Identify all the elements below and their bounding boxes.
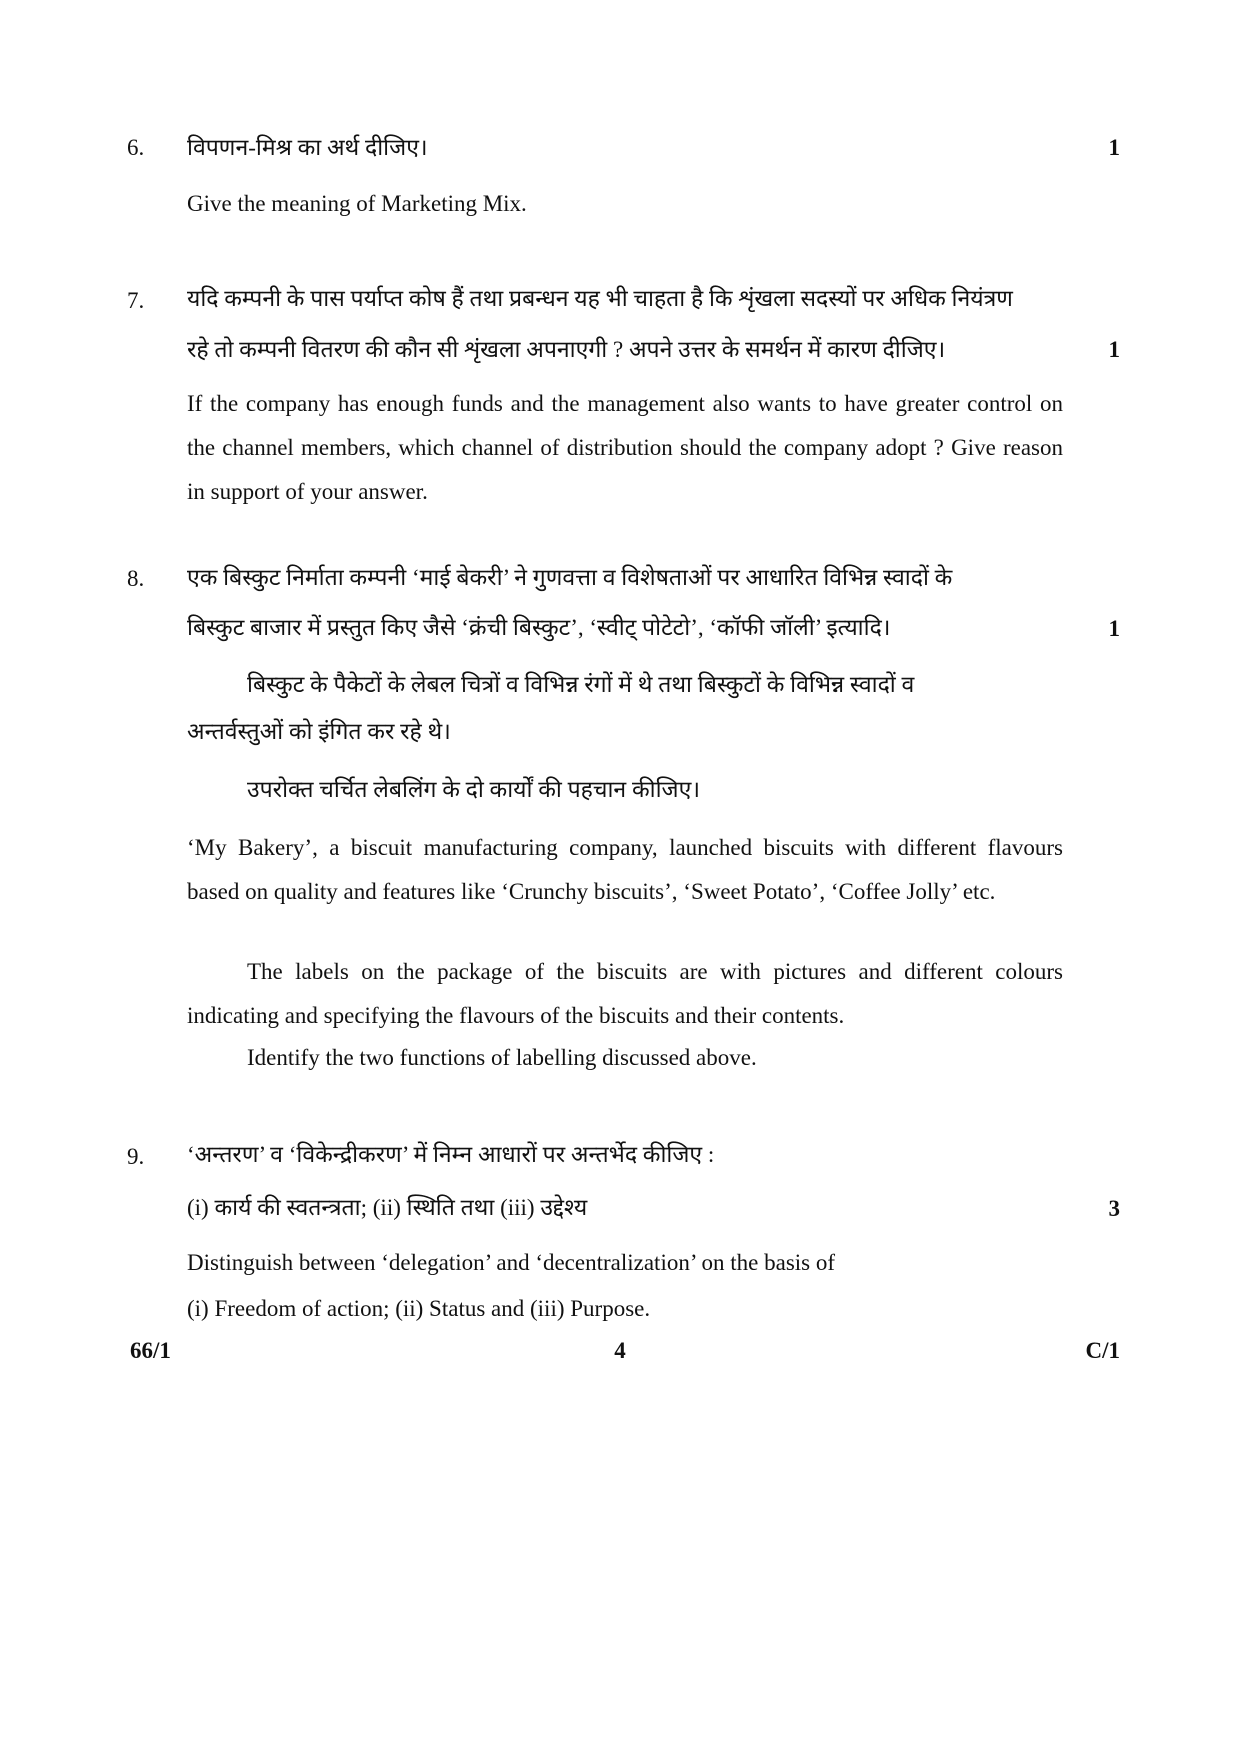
question-hindi-text: रहे तो कम्पनी वितरण की कौन सी शृंखला अपनाएगी ? अपने उत्तर के समर्थन में कारण दीजिए। bbox=[187, 337, 946, 362]
question-number: 8. bbox=[127, 566, 145, 591]
question-hindi-text: ‘अन्तरण’ व ‘विकेन्द्रीकरण’ में निम्न आधारों पर अन्तर्भेद कीजिए : bbox=[187, 1142, 715, 1167]
question-hindi-text: बिस्कुट के पैकेटों के लेबल चित्रों व विभिन्न रंगों में थे तथा बिस्कुटों के विभिन्न स्वादों व bbox=[247, 672, 915, 697]
question-english-text: Identify the two functions of labelling discussed above. bbox=[247, 1045, 757, 1070]
question-marks: 1 bbox=[1108, 616, 1120, 641]
question-english-paragraph: ‘My Bakery’, a biscuit manufacturing company, launched biscuits with different flavours based on quality and features like ‘Crunchy biscuits’, ‘Sweet Potato’, ‘Coffee Jolly’ etc. bbox=[187, 835, 1063, 904]
question-hindi-text: (i) कार्य की स्वतन्त्रता; (ii) स्थिति तथा (iii) उद्देश्य bbox=[187, 1195, 588, 1220]
question-number: 6. bbox=[127, 135, 145, 160]
question-marks: 1 bbox=[1108, 337, 1120, 362]
question-hindi-text: बिस्कुट बाजार में प्रस्तुत किए जैसे ‘क्रंची बिस्कुट’, ‘स्वीट् पोटेटो’, ‘कॉफी जॉली’ इत्यादि। bbox=[187, 615, 891, 640]
question-marks: 3 bbox=[1108, 1196, 1120, 1221]
question-hindi-text: विपणन-मिश्र का अर्थ दीजिए। bbox=[187, 135, 428, 160]
question-english-text: (i) Freedom of action; (ii) Status and (iii) Purpose. bbox=[187, 1296, 651, 1321]
footer-paper-code: 66/1 bbox=[130, 1338, 171, 1363]
footer-set-code: C/1 bbox=[1085, 1338, 1120, 1363]
question-english-text: Give the meaning of Marketing Mix. bbox=[187, 191, 527, 216]
question-hindi-text: एक बिस्कुट निर्माता कम्पनी ‘माई बेकरी’ ने गुणवत्ता व विशेषताओं पर आधारित विभिन्न स्वादों के bbox=[187, 565, 953, 590]
question-hindi-text: यदि कम्पनी के पास पर्याप्त कोष हैं तथा प्रबन्धन यह भी चाहता है कि शृंखला सदस्यों पर अधिक नियंत्रण bbox=[187, 286, 1013, 311]
question-hindi-text: अन्तर्वस्तुओं को इंगित कर रहे थे। bbox=[187, 719, 451, 744]
question-english-paragraph: If the company has enough funds and the management also wants to have greater control on the channel members, which channel of distribution should the company adopt ? Give reason in support of your answer. bbox=[187, 391, 1063, 504]
question-english-text: Distinguish between ‘delegation’ and ‘decentralization’ on the basis of bbox=[187, 1250, 836, 1275]
question-marks: 1 bbox=[1108, 135, 1120, 160]
question-hindi-text: उपरोक्त चर्चित लेबलिंग के दो कार्यों की पहचान कीजिए। bbox=[247, 777, 701, 802]
question-number: 9. bbox=[127, 1144, 145, 1169]
footer-page-number: 4 bbox=[614, 1338, 626, 1363]
question-english-paragraph: The labels on the package of the biscuits are with pictures and different colours indicating and specifying the flavours of the biscuits and their contents. bbox=[187, 959, 1063, 1028]
question-number: 7. bbox=[127, 288, 145, 313]
